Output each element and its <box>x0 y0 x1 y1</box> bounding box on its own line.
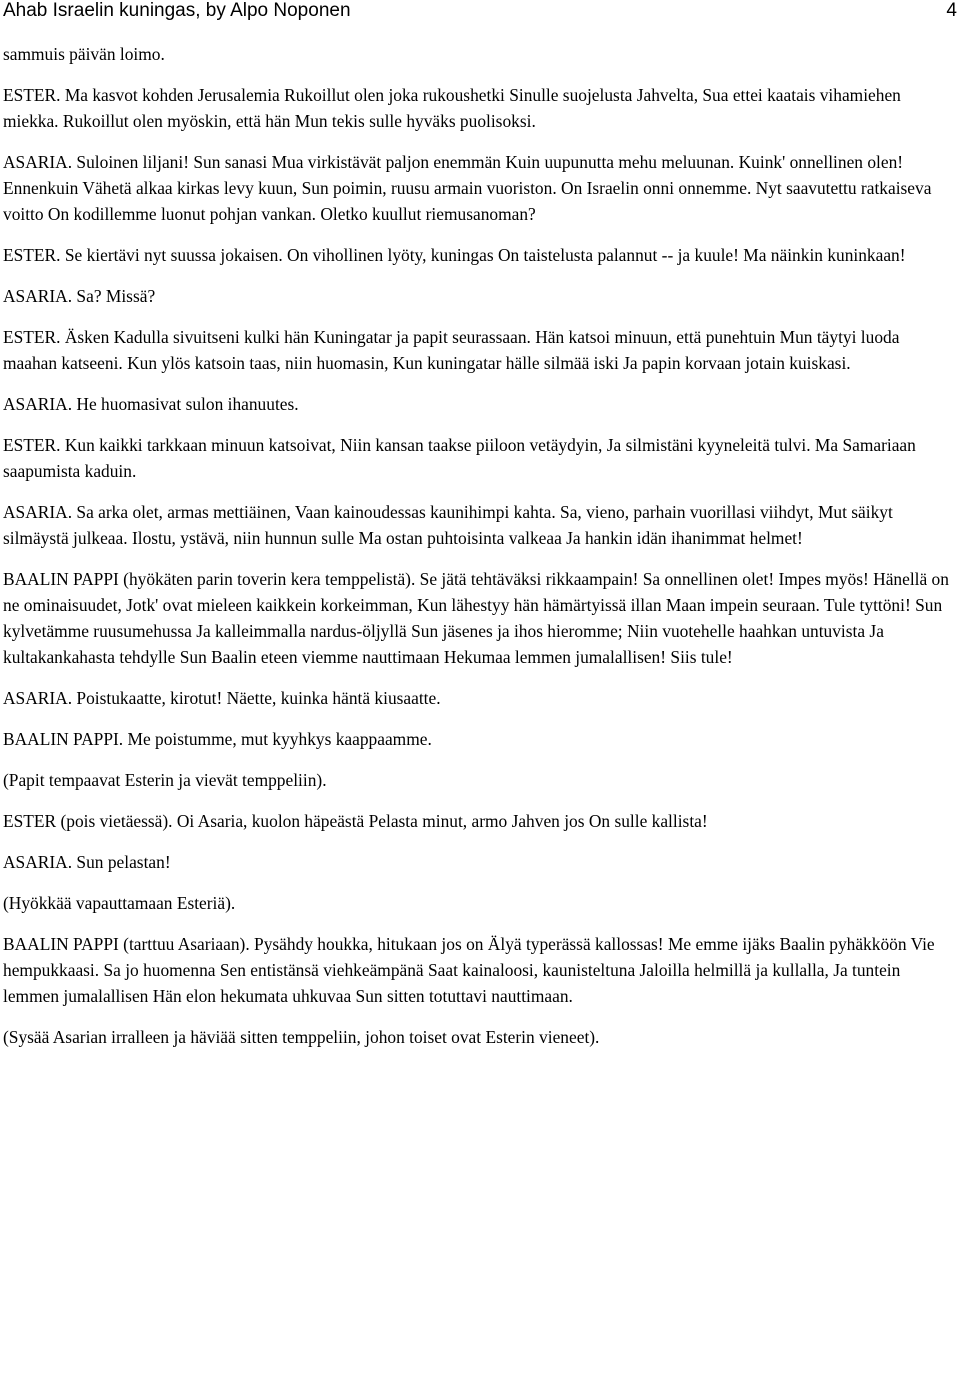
paragraph: ASARIA. Sa arka olet, armas mettiäinen, Vaan kainoudessas kaunihimpi kahta. Sa, vieno, parhain vuorillasi viihdyt, Mut säikyt silmäystä julkeaa. Ilostu, ystävä, niin hunnun sulle Ma ostan puhtoisinta valkeaa Ja hankin idän ihanimmat helmet! <box>3 502 893 548</box>
paragraph: sammuis päivän loimo. <box>3 44 165 64</box>
paragraph: BAALIN PAPPI (hyökäten parin toverin kera temppelistä). Se jätä tehtäväksi rikkaampain! Sa onnellinen olet! Impes myös! Hänellä on ne ominaisuudet, Jotk' ovat mieleen kaikkein korkeimman, Kun lähestyy hän hämärtyissä illan Maan impein seuraan. Tule tyttöni! Sun kylvetämme ruusumehussa Ja kalleimmalla nardus-öljyllä Sun jäsenes ja ihos hieromme; Niin vuotehelle haahkan untuvista Ja kultakankahasta tehdylle Sun Baalin eteen viemme nauttimaan Hekumaa lemmen jumalallisen! Siis tule! <box>3 569 949 667</box>
paragraph: BAALIN PAPPI (tarttuu Asariaan). Pysähdy houkka, hitukaan jos on Älyä typerässä kallossas! Me emme ijäks Baalin pyhäkköön Vie hempukkaasi. Sa jo huomenna Sen entistänsä viehkeämpänä Saat kainaloosi, kaunisteltuna Jaloilla helmillä ja kullalla, Ja tuntein lemmen jumalallisen Hän elon hekumata uhkuvaa Sun sitten totuttavi nauttimaan. <box>3 934 935 1006</box>
paragraph: (Sysää Asarian irralleen ja häviää sitten temppeliin, johon toiset ovat Esterin vieneet). <box>3 1027 600 1047</box>
paragraph: BAALIN PAPPI. Me poistumme, mut kyyhkys kaappaamme. <box>3 729 432 749</box>
paragraph: ASARIA. Sa? Missä? <box>3 286 156 306</box>
paragraph: ASARIA. He huomasivat sulon ihanuutes. <box>3 394 299 414</box>
paragraph: ESTER. Se kiertävi nyt suussa jokaisen. On vihollinen lyöty, kuningas On taistelusta palannut -- ja kuule! Ma näinkin kuninkaan! <box>3 245 906 265</box>
paragraph: ESTER. Kun kaikki tarkkaan minuun katsoivat, Niin kansan taakse piiloon vetäydyin, Ja silmistäni kyyneleitä tulvi. Ma Samariaan saapumista kaduin. <box>3 435 916 481</box>
paragraph: ESTER. Ma kasvot kohden Jerusalemia Rukoillut olen joka rukoushetki Sinulle suojelusta Jahvelta, Sua ettei kaatais vihamiehen miekka. Rukoillut olen myöskin, että hän Mun tekis sulle hyväks puolisoksi. <box>3 85 901 131</box>
paragraph: ASARIA. Poistukaatte, kirotut! Näette, kuinka häntä kiusaatte. <box>3 688 441 708</box>
page-number: 4 <box>946 0 957 21</box>
paragraph: ASARIA. Sun pelastan! <box>3 852 171 872</box>
paragraph: (Hyökkää vapauttamaan Esteriä). <box>3 893 236 913</box>
page-header <box>3 0 957 26</box>
body-text <box>3 41 957 1065</box>
paragraph: (Papit tempaavat Esterin ja vievät temppeliin). <box>3 770 327 790</box>
header-title: Ahab Israelin kuningas, by Alpo Noponen <box>3 0 351 21</box>
paragraph: ASARIA. Suloinen liljani! Sun sanasi Mua virkistävät paljon enemmän Kuin uupunutta mehu meluunan. Kuink' onnellinen olen! Ennenkuin Vähetä alkaa kirkas levy kuun, Sun poimin, ruusu armain vuoriston. On Israelin onni onnemme. Nyt saavutettu ratkaiseva voitto On kodillemme luonut pohjan vankan. Oletko kuullut riemusanoman? <box>3 152 932 224</box>
paragraph: ESTER (pois vietäessä). Oi Asaria, kuolon häpeästä Pelasta minut, armo Jahven jos On sulle kallista! <box>3 811 708 831</box>
paragraph: ESTER. Äsken Kadulla sivuitseni kulki hän Kuningatar ja papit seurassaan. Hän katsoi minuun, että punehtuin Mun täytyi luoda maahan katseeni. Kun ylös katsoin taas, niin huomasin, Kun kuningatar hälle silmää iski Ja papin korvaan jotain kuiskasi. <box>3 327 900 373</box>
